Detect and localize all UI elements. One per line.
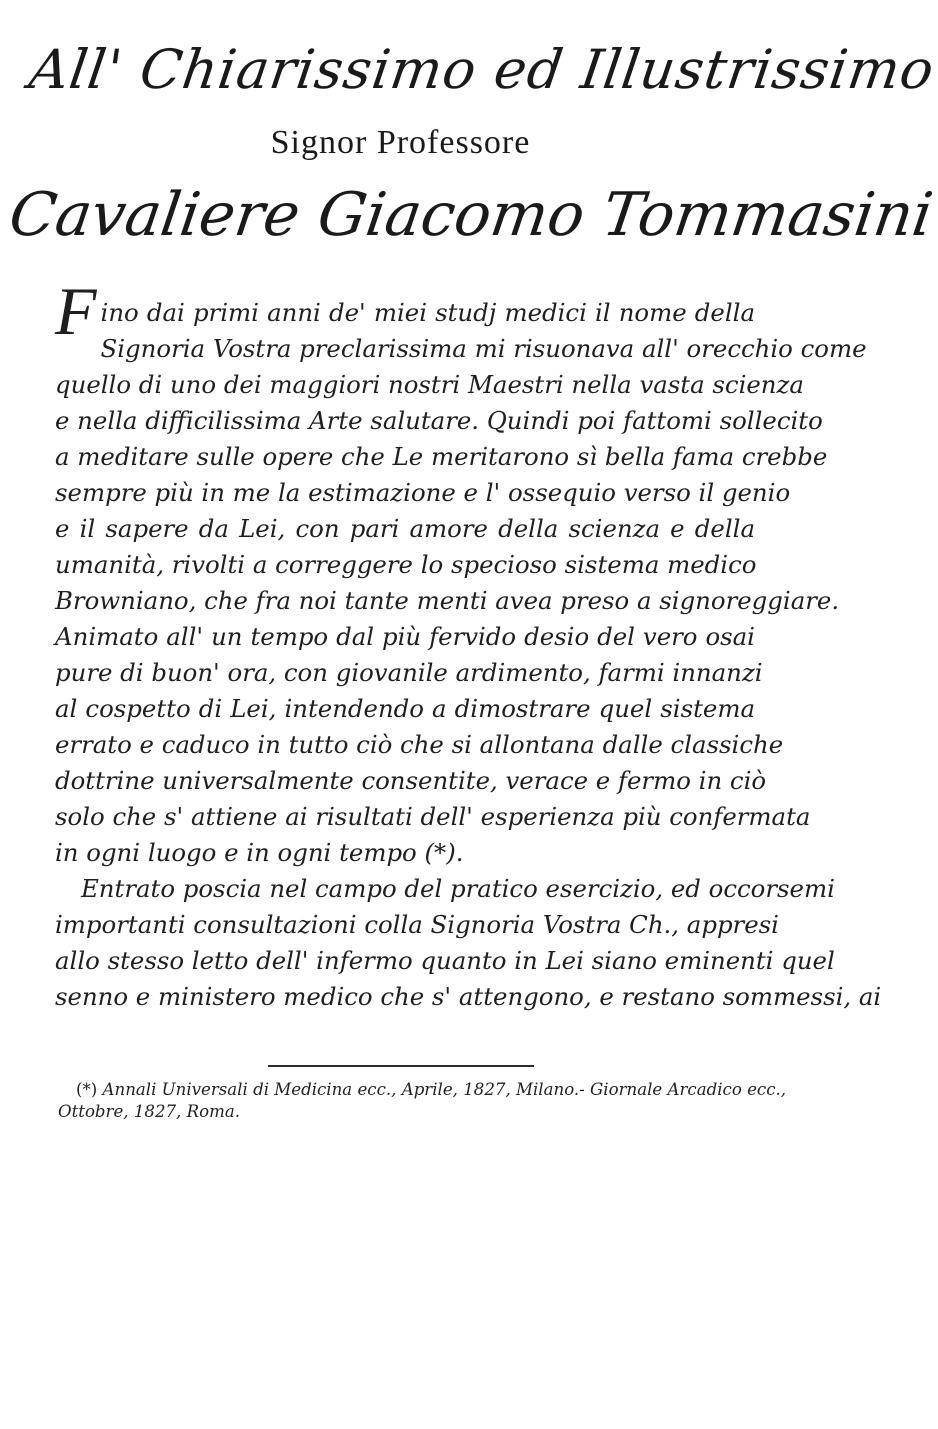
- dedication-line-2: Signor Professore: [270, 124, 531, 161]
- footnote-citation: Annali Universali di Medicina ecc., Aprile, 1827, Milano.- Giornale Arcadico ecc.,: [102, 1080, 787, 1099]
- footnote-line-2: Ottobre, 1827, Roma.: [58, 1102, 241, 1121]
- text-line: al cospetto di Lei, intendendo a dimostrare quel sistema: [55, 694, 755, 723]
- text-line: senno e ministero medico che s' attengono, e restano sommessi, ai: [55, 982, 882, 1011]
- text-line: solo che s' attiene ai risultati dell' esperienza più confermata: [55, 802, 811, 831]
- text-line: errato e caduco in tutto ciò che si allontana dalle classiche: [55, 730, 784, 759]
- text-line: Browniano, che fra noi tante menti avea preso a signoreggiare.: [55, 586, 840, 615]
- text-line: ino dai primi anni de' miei studj medici il nome della: [100, 298, 755, 327]
- text-line: e nella difficilissima Arte salutare. Quindi poi fattomi sollecito: [55, 406, 823, 435]
- text-line: pure di buon' ora, con giovanile ardimento, farmi innanzi: [55, 658, 763, 687]
- dedication-line-1: All' Chiarissimo ed Illustrissimo: [25, 38, 938, 101]
- footnote: [58, 1079, 787, 1123]
- text-line: a meditare sulle opere che Le meritarono sì bella fama crebbe: [55, 442, 828, 471]
- text-line: umanità, rivolti a correggere lo specioso sistema medico: [55, 550, 757, 579]
- text-line: Animato all' un tempo dal più fervido desio del vero osai: [55, 622, 755, 651]
- footnote-line-1: [58, 1079, 787, 1101]
- text-line: sempre più in me la estimazione e l' ossequio verso il genio: [55, 478, 791, 507]
- dedication-line-3: Cavaliere Giacomo Tommasini: [5, 180, 937, 250]
- text-line: Signoria Vostra preclarissima mi risuonava all' orecchio come: [100, 334, 867, 363]
- paragraph-1: [55, 273, 867, 871]
- text-line: quello di uno dei maggiori nostri Maestri nella vasta scienza: [55, 370, 804, 399]
- text-line: importanti consultazioni colla Signoria Vostra Ch., appresi: [55, 910, 779, 939]
- text-line: allo stesso letto dell' infermo quanto in Lei siano eminenti quel: [55, 946, 835, 975]
- body-text: [55, 273, 882, 1015]
- text-line: Entrato poscia nel campo del pratico esercizio, ed occorsemi: [81, 874, 835, 903]
- text-line: in ogni luogo e in ogni tempo (*).: [55, 838, 464, 867]
- footnote-divider: [268, 1065, 534, 1067]
- drop-cap: F: [55, 273, 97, 349]
- text-line: e il sapere da Lei, con pari amore della scienza e della: [55, 514, 755, 543]
- text-line: dottrine universalmente consentite, verace e fermo in ciò: [55, 766, 767, 795]
- footnote-marker: (*): [76, 1080, 98, 1099]
- paragraph-2: [55, 871, 882, 1015]
